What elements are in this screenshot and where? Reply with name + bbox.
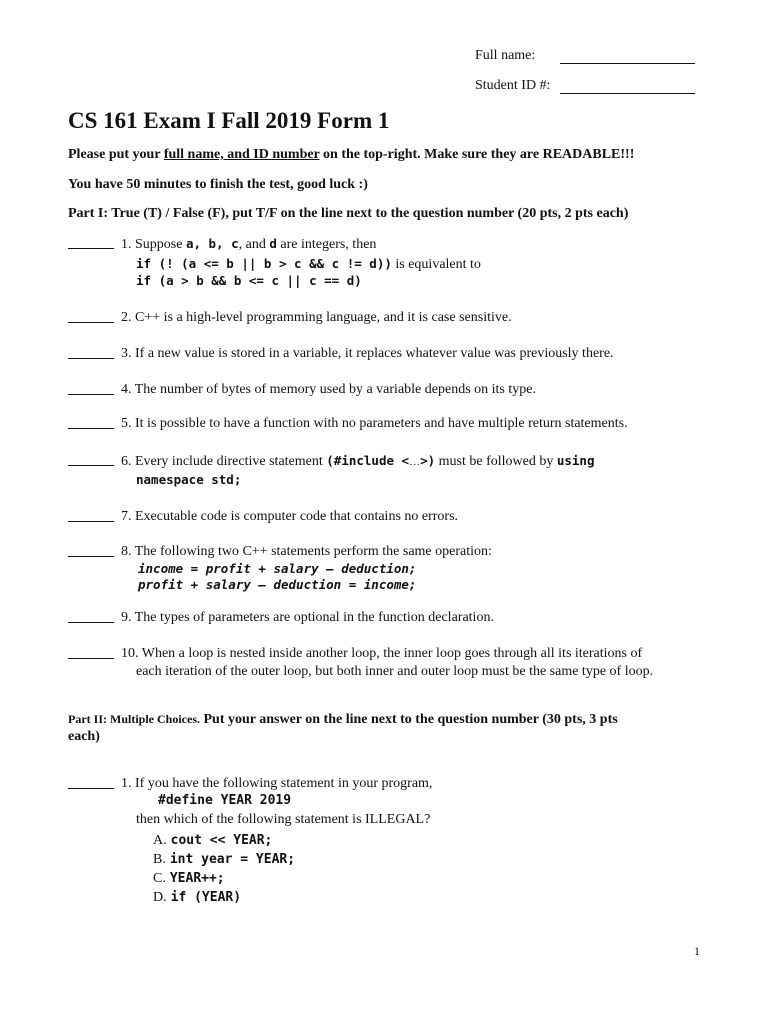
question-6 bbox=[121, 453, 594, 470]
option-code: YEAR++; bbox=[169, 871, 225, 886]
page-title: CS 161 Exam I Fall 2019 Form 1 bbox=[68, 108, 390, 133]
q-text: must be followed by bbox=[435, 454, 557, 469]
question-10-line-1: 10. When a loop is nested inside another loop, the inner loop goes through all its iterations of bbox=[121, 646, 643, 661]
mc-option-a bbox=[153, 831, 272, 849]
answer-line-q6[interactable] bbox=[68, 453, 114, 466]
answer-line-q10[interactable] bbox=[68, 646, 114, 659]
answer-line-q5[interactable] bbox=[68, 416, 114, 429]
answer-line-q1[interactable] bbox=[68, 236, 114, 249]
question-6-code: namespace std; bbox=[136, 472, 242, 487]
q-code: d bbox=[269, 236, 277, 251]
full-name-field bbox=[475, 48, 535, 64]
mc-option-c bbox=[153, 869, 225, 887]
question-1 bbox=[121, 236, 376, 253]
question-5: 5. It is possible to have a function with no parameters and have multiple return statements. bbox=[121, 416, 628, 431]
q-code: (#include < bbox=[326, 453, 410, 468]
q-text: 6. Every include directive statement bbox=[121, 454, 327, 469]
part2-heading-line-2: each) bbox=[68, 729, 100, 744]
q-text: 1. Suppose bbox=[121, 237, 186, 252]
instruction-text: Please put your bbox=[68, 147, 164, 162]
mc-question-1-then: then which of the following statement is ILLEGAL? bbox=[136, 812, 431, 827]
instruction-underlined: full name, and ID number bbox=[163, 147, 320, 162]
student-id-field bbox=[475, 78, 550, 94]
question-2: 2. C++ is a high-level programming language, and it is case sensitive. bbox=[121, 310, 512, 325]
answer-line-q8[interactable] bbox=[68, 544, 114, 557]
question-3: 3. If a new value is stored in a variable, it replaces whatever value was previously there. bbox=[121, 346, 614, 361]
option-letter: A. bbox=[153, 833, 167, 848]
question-8-code-2: profit + salary – deduction = income; bbox=[138, 577, 417, 592]
q-code: a, b, c bbox=[185, 236, 239, 251]
student-id-label: Student ID #: bbox=[475, 78, 551, 93]
instruction-line-2: You have 50 minutes to finish the test, good luck :) bbox=[68, 177, 368, 192]
instruction-text: on the top-right. Make sure they are READABLE!!! bbox=[319, 147, 635, 162]
question-8-code-1: income = profit + salary – deduction; bbox=[138, 561, 417, 576]
part2-heading bbox=[68, 710, 618, 728]
mc-option-b bbox=[153, 850, 295, 868]
question-9: 9. The types of parameters are optional in the function declaration. bbox=[121, 610, 494, 625]
answer-line-q9[interactable] bbox=[68, 610, 114, 623]
part1-heading: Part I: True (T) / False (F), put T/F on the line next to the question number (20 pts, 2 pts each) bbox=[68, 206, 629, 221]
q-text: , and bbox=[238, 237, 270, 252]
answer-line-mc-q1[interactable] bbox=[68, 776, 114, 789]
full-name-line[interactable] bbox=[560, 50, 695, 64]
mc-question-1: 1. If you have the following statement in your program, bbox=[121, 776, 433, 791]
answer-line-q7[interactable] bbox=[68, 509, 114, 522]
mc-question-1-code: #define YEAR 2019 bbox=[158, 793, 292, 808]
part2-heading-label: Part II: Multiple Choices. bbox=[68, 712, 200, 726]
option-code: if (YEAR) bbox=[170, 890, 242, 905]
q-text: are integers, then bbox=[276, 237, 377, 252]
q-code: if (! (a <= b || b > c && c != d)) bbox=[136, 256, 392, 271]
q-text: … bbox=[409, 456, 421, 468]
question-10-line-2: each iteration of the outer loop, but both inner and outer loop must be the same type of loop. bbox=[136, 664, 654, 679]
option-letter: B. bbox=[153, 852, 166, 867]
option-code: cout << YEAR; bbox=[170, 833, 273, 848]
q-code: using bbox=[556, 453, 595, 468]
question-8: 8. The following two C++ statements perform the same operation: bbox=[121, 544, 492, 559]
answer-line-q4[interactable] bbox=[68, 382, 114, 395]
question-7: 7. Executable code is computer code that contains no errors. bbox=[121, 509, 459, 524]
mc-option-d bbox=[153, 888, 241, 906]
q-text: is equivalent to bbox=[391, 257, 481, 272]
question-1-code-1 bbox=[136, 255, 481, 273]
answer-line-q3[interactable] bbox=[68, 346, 114, 359]
option-letter: C. bbox=[153, 871, 166, 886]
option-code: int year = YEAR; bbox=[169, 852, 296, 867]
q-code: >) bbox=[420, 453, 436, 468]
page-number: 1 bbox=[694, 944, 700, 958]
question-4: 4. The number of bytes of memory used by a variable depends on its type. bbox=[121, 382, 536, 397]
part2-heading-text: Put your answer on the line next to the question number (30 pts, 3 pts bbox=[199, 712, 618, 727]
full-name-label: Full name: bbox=[475, 48, 536, 63]
instruction-line-1 bbox=[68, 147, 634, 163]
answer-line-q2[interactable] bbox=[68, 310, 114, 323]
student-id-line[interactable] bbox=[560, 80, 695, 94]
question-1-code-2: if (a > b && b <= c || c == d) bbox=[136, 273, 362, 288]
option-letter: D. bbox=[153, 890, 167, 905]
